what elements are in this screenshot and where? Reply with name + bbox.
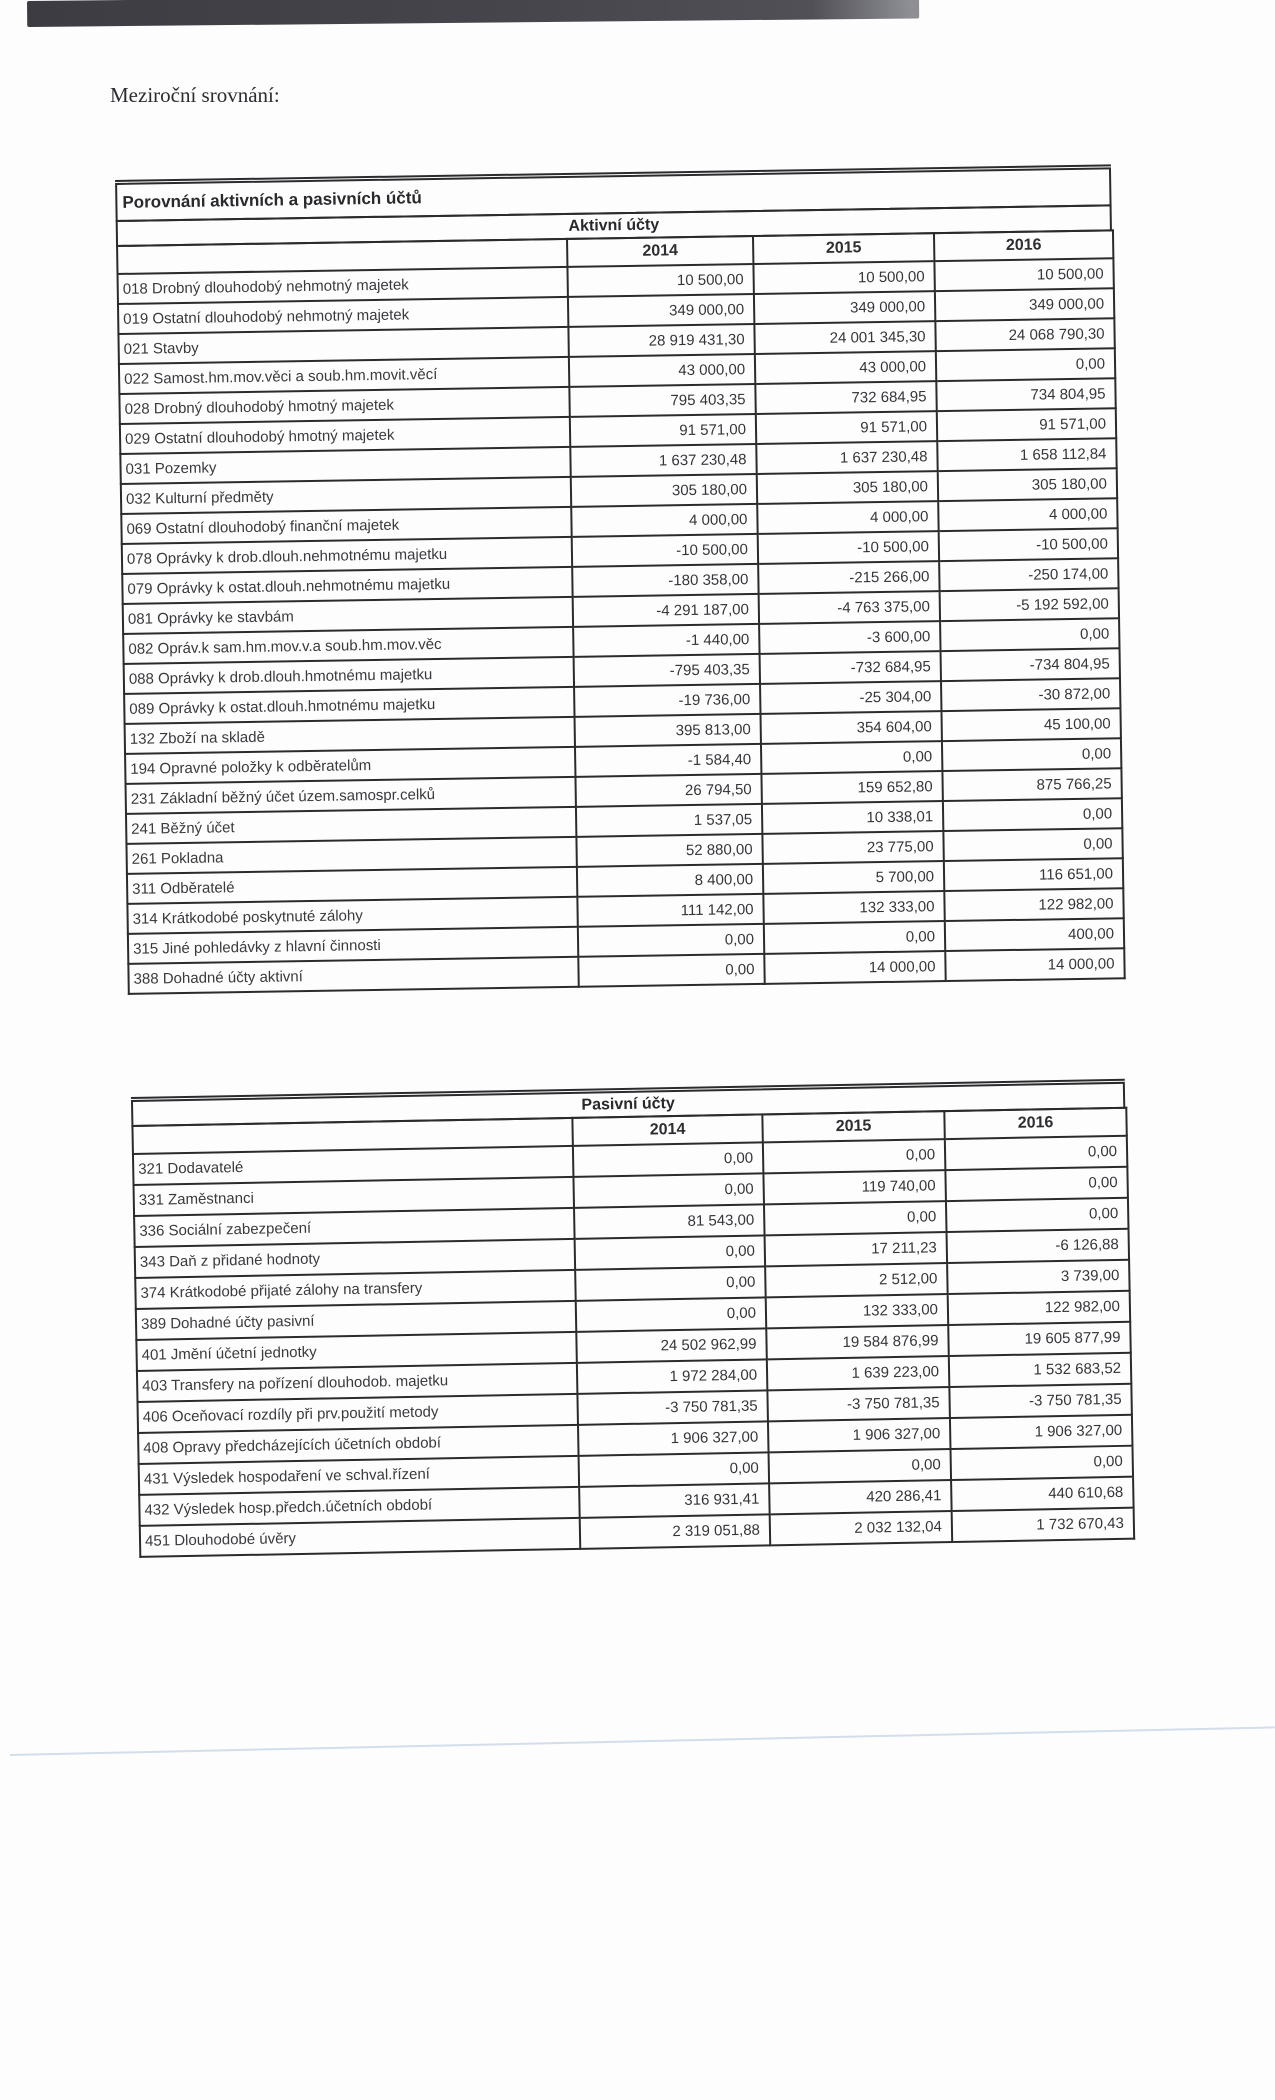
account-label: 194 Opravné položky k odběratelům [125, 747, 575, 784]
value-2016: 1 532 683,52 [949, 1353, 1132, 1387]
year-header-2014: 2014 [572, 1114, 762, 1145]
account-label: 231 Základní běžný účet územ.samospr.celků [126, 777, 576, 814]
value-2016: 1 732 670,43 [952, 1508, 1135, 1542]
value-2014: -180 358,00 [572, 564, 758, 597]
account-label: 032 Kulturní předměty [121, 477, 571, 514]
value-2016: 0,00 [936, 348, 1115, 381]
value-2015: 159 652,80 [761, 771, 942, 804]
value-2016: -250 174,00 [939, 558, 1118, 591]
value-2016: 440 610,68 [951, 1477, 1134, 1511]
value-2014: 10 500,00 [567, 264, 753, 297]
account-label: 081 Oprávky ke stavbám [123, 597, 573, 634]
value-2015: 349 000,00 [754, 291, 935, 324]
value-2015: -215 266,00 [758, 561, 939, 594]
active-accounts-table [115, 162, 1124, 995]
value-2016: 400,00 [945, 918, 1124, 951]
account-label: 132 Zboží na skladě [125, 717, 575, 754]
value-2016: 0,00 [950, 1446, 1133, 1480]
value-2016: 305 180,00 [938, 468, 1117, 501]
value-2014: 52 880,00 [576, 834, 762, 867]
account-label: 031 Pozemky [120, 447, 570, 484]
value-2015: 0,00 [769, 1449, 952, 1483]
value-2015: 91 571,00 [756, 411, 937, 444]
value-2015: 119 740,00 [763, 1170, 946, 1204]
value-2016: 875 766,25 [942, 768, 1121, 801]
passive-accounts-table [131, 1084, 1133, 1558]
value-2015: -4 763 375,00 [759, 591, 940, 624]
account-label: 451 Dlouhodobé úvěry [140, 1518, 580, 1557]
value-2015: -25 304,00 [760, 681, 941, 714]
value-2016: 0,00 [945, 1167, 1128, 1201]
page-title: Meziroční srovnání: [110, 83, 280, 107]
value-2016: 0,00 [943, 828, 1122, 861]
account-label: 069 Ostatní dlouhodobý finanční majetek [121, 507, 571, 544]
comparison-table-title: Porovnání aktivních a pasivních účtů [115, 167, 1111, 222]
active-accounts-grid [116, 229, 1126, 995]
account-label: 022 Samost.hm.mov.věci a soub.hm.movit.věcí [119, 357, 569, 394]
value-2016: 0,00 [943, 798, 1122, 831]
value-2014: -19 736,00 [574, 684, 760, 717]
value-2016: 0,00 [946, 1198, 1129, 1232]
year-header-2015: 2015 [762, 1111, 944, 1142]
value-2014: -1 440,00 [573, 624, 759, 657]
account-label: 331 Zaměstnanci [134, 1177, 574, 1216]
value-2015: 305 180,00 [757, 471, 938, 504]
value-2016: 19 605 877,99 [948, 1322, 1131, 1356]
value-2016: -30 872,00 [941, 678, 1120, 711]
account-label: 028 Drobný dlouhodobý hmotný majetek [119, 387, 569, 424]
value-2014: 81 543,00 [574, 1204, 765, 1238]
value-2014: 1 537,05 [576, 804, 762, 837]
value-2014: 4 000,00 [571, 504, 757, 537]
value-2014: 91 571,00 [570, 414, 756, 447]
passive-accounts-section-title: Pasivní účty [131, 1082, 1125, 1127]
account-label: 241 Běžný účet [126, 807, 576, 844]
account-label: 315 Jiné pohledávky z hlavní činnosti [128, 927, 578, 964]
value-2015: 24 001 345,30 [754, 321, 935, 354]
value-2016: 0,00 [945, 1136, 1128, 1170]
value-2015: 4 000,00 [757, 501, 938, 534]
value-2014: 395 813,00 [575, 714, 761, 747]
account-label: 089 Oprávky k ostat.dlouh.hmotnému majetku [124, 687, 574, 724]
value-2014: 0,00 [575, 1235, 766, 1269]
active-accounts-section-title: Aktivní účty [116, 204, 1112, 247]
value-2015: 5 700,00 [763, 861, 944, 894]
value-2015: -732 684,95 [760, 651, 941, 684]
value-2016: 24 068 790,30 [935, 318, 1114, 351]
year-header-2016: 2016 [944, 1108, 1126, 1139]
value-2014: 0,00 [575, 1266, 766, 1300]
value-2015: 132 333,00 [766, 1294, 949, 1328]
value-2016: 14 000,00 [945, 948, 1124, 981]
year-header-2014: 2014 [567, 236, 753, 267]
account-label: 078 Oprávky k drob.dlouh.nehmotnému majetku [122, 537, 572, 574]
value-2014: -1 584,40 [575, 744, 761, 777]
account-label: 432 Výsledek hosp.předch.účetních období [139, 1487, 579, 1526]
value-2014: -3 750 781,35 [577, 1390, 768, 1424]
value-2016: 122 982,00 [944, 888, 1123, 921]
account-label: 079 Oprávky k ostat.dlouh.nehmotnému majetku [122, 567, 572, 604]
account-label: 408 Opravy předcházejících účetních období [138, 1425, 578, 1464]
value-2015: 420 286,41 [769, 1480, 952, 1514]
value-2015: 23 775,00 [762, 831, 943, 864]
year-header-2016: 2016 [934, 230, 1113, 261]
value-2014: 28 919 431,30 [568, 324, 754, 357]
value-2016: 4 000,00 [938, 498, 1117, 531]
value-2015: -10 500,00 [758, 531, 939, 564]
value-2014: 0,00 [579, 1452, 770, 1486]
value-2016: -3 750 781,35 [949, 1384, 1132, 1418]
value-2016: 1 906 327,00 [950, 1415, 1133, 1449]
account-label: 321 Dodavatelé [133, 1146, 573, 1185]
value-2016: 45 100,00 [941, 708, 1120, 741]
account-label: 406 Oceňovací rozdíly při prv.použití metody [137, 1394, 577, 1433]
value-2015: 732 684,95 [755, 381, 936, 414]
value-2015: 0,00 [761, 741, 942, 774]
value-2016: 91 571,00 [937, 408, 1116, 441]
scanner-artifact-bar [27, 0, 919, 27]
value-2015: 2 512,00 [765, 1263, 948, 1297]
value-2014: 0,00 [576, 1297, 767, 1331]
value-2015: -3 750 781,35 [767, 1387, 950, 1421]
scan-fold-line [10, 1726, 1275, 1756]
account-label: 261 Pokladna [126, 837, 576, 874]
value-2014: -10 500,00 [572, 534, 758, 567]
value-2016: -5 192 592,00 [940, 588, 1119, 621]
value-2014: 316 931,41 [579, 1483, 770, 1517]
value-2015: 1 639 223,00 [767, 1356, 950, 1390]
value-2015: 1 906 327,00 [768, 1418, 951, 1452]
value-2014: -4 291 187,00 [573, 594, 759, 627]
value-2014: 1 906 327,00 [578, 1421, 769, 1455]
value-2014: 1 637 230,48 [570, 444, 756, 477]
value-2014: -795 403,35 [574, 654, 760, 687]
value-2016: 734 804,95 [936, 378, 1115, 411]
value-2014: 349 000,00 [568, 294, 754, 327]
account-label: 082 Opráv.k sam.hm.mov.v.a soub.hm.mov.věc [123, 627, 573, 664]
value-2014: 43 000,00 [569, 354, 755, 387]
account-label: 431 Výsledek hospodaření ve schval.řízení [139, 1456, 579, 1495]
account-label: 343 Daň z přidané hodnoty [135, 1239, 575, 1278]
value-2016: 0,00 [942, 738, 1121, 771]
account-label: 314 Krátkodobé poskytnuté zálohy [127, 897, 577, 934]
value-2015: 1 637 230,48 [756, 441, 937, 474]
value-2016: -10 500,00 [939, 528, 1118, 561]
value-2016: 0,00 [940, 618, 1119, 651]
value-2016: -6 126,88 [947, 1229, 1130, 1263]
account-label: 029 Ostatní dlouhodobý hmotný majetek [120, 417, 570, 454]
account-label: 336 Sociální zabezpečení [134, 1208, 574, 1247]
value-2015: 43 000,00 [755, 351, 936, 384]
value-2014: 2 319 051,88 [580, 1514, 771, 1548]
value-2016: -734 804,95 [941, 648, 1120, 681]
value-2015: -3 600,00 [759, 621, 940, 654]
value-2016: 1 658 112,84 [937, 438, 1116, 471]
value-2015: 0,00 [764, 921, 945, 954]
value-2014: 24 502 962,99 [576, 1328, 767, 1362]
value-2014: 0,00 [573, 1142, 764, 1176]
year-header-2015: 2015 [753, 233, 934, 264]
value-2015: 132 333,00 [763, 891, 944, 924]
value-2014: 0,00 [578, 924, 764, 957]
value-2014: 1 972 284,00 [577, 1359, 768, 1393]
account-label: 021 Stavby [118, 327, 568, 364]
value-2016: 349 000,00 [935, 288, 1114, 321]
value-2015: 0,00 [763, 1139, 946, 1173]
value-2015: 354 604,00 [760, 711, 941, 744]
value-2015: 10 500,00 [753, 261, 934, 294]
account-label: 401 Jmění účetní jednotky [136, 1332, 576, 1371]
account-label: 389 Dohadné účty pasivní [136, 1301, 576, 1340]
value-2015: 19 584 876,99 [766, 1325, 949, 1359]
value-2015: 17 211,23 [765, 1232, 948, 1266]
value-2015: 14 000,00 [764, 951, 945, 984]
passive-accounts-grid [131, 1107, 1135, 1558]
value-2016: 3 739,00 [947, 1260, 1130, 1294]
value-2015: 0,00 [764, 1201, 947, 1235]
value-2016: 10 500,00 [934, 258, 1113, 291]
account-label: 019 Ostatní dlouhodobý nehmotný majetek [118, 297, 568, 334]
value-2014: 0,00 [573, 1173, 764, 1207]
value-2014: 305 180,00 [571, 474, 757, 507]
account-label: 311 Odběratelé [127, 867, 577, 904]
account-label: 388 Dohadné účty aktivní [128, 957, 578, 994]
value-2014: 26 794,50 [575, 774, 761, 807]
account-label: 088 Oprávky k drob.dlouh.hmotnému majetku [124, 657, 574, 694]
value-2014: 0,00 [578, 954, 764, 987]
value-2014: 795 403,35 [569, 384, 755, 417]
value-2015: 2 032 132,04 [770, 1511, 953, 1545]
value-2015: 10 338,01 [762, 801, 943, 834]
value-2016: 116 651,00 [944, 858, 1123, 891]
account-label: 018 Drobný dlouhodobý nehmotný majetek [118, 267, 568, 304]
value-2016: 122 982,00 [948, 1291, 1131, 1325]
value-2014: 8 400,00 [577, 864, 763, 897]
account-label: 403 Transfery na pořízení dlouhodob. majetku [137, 1363, 577, 1402]
value-2014: 111 142,00 [577, 894, 763, 927]
account-label: 374 Krátkodobé přijaté zálohy na transfery [135, 1270, 575, 1309]
